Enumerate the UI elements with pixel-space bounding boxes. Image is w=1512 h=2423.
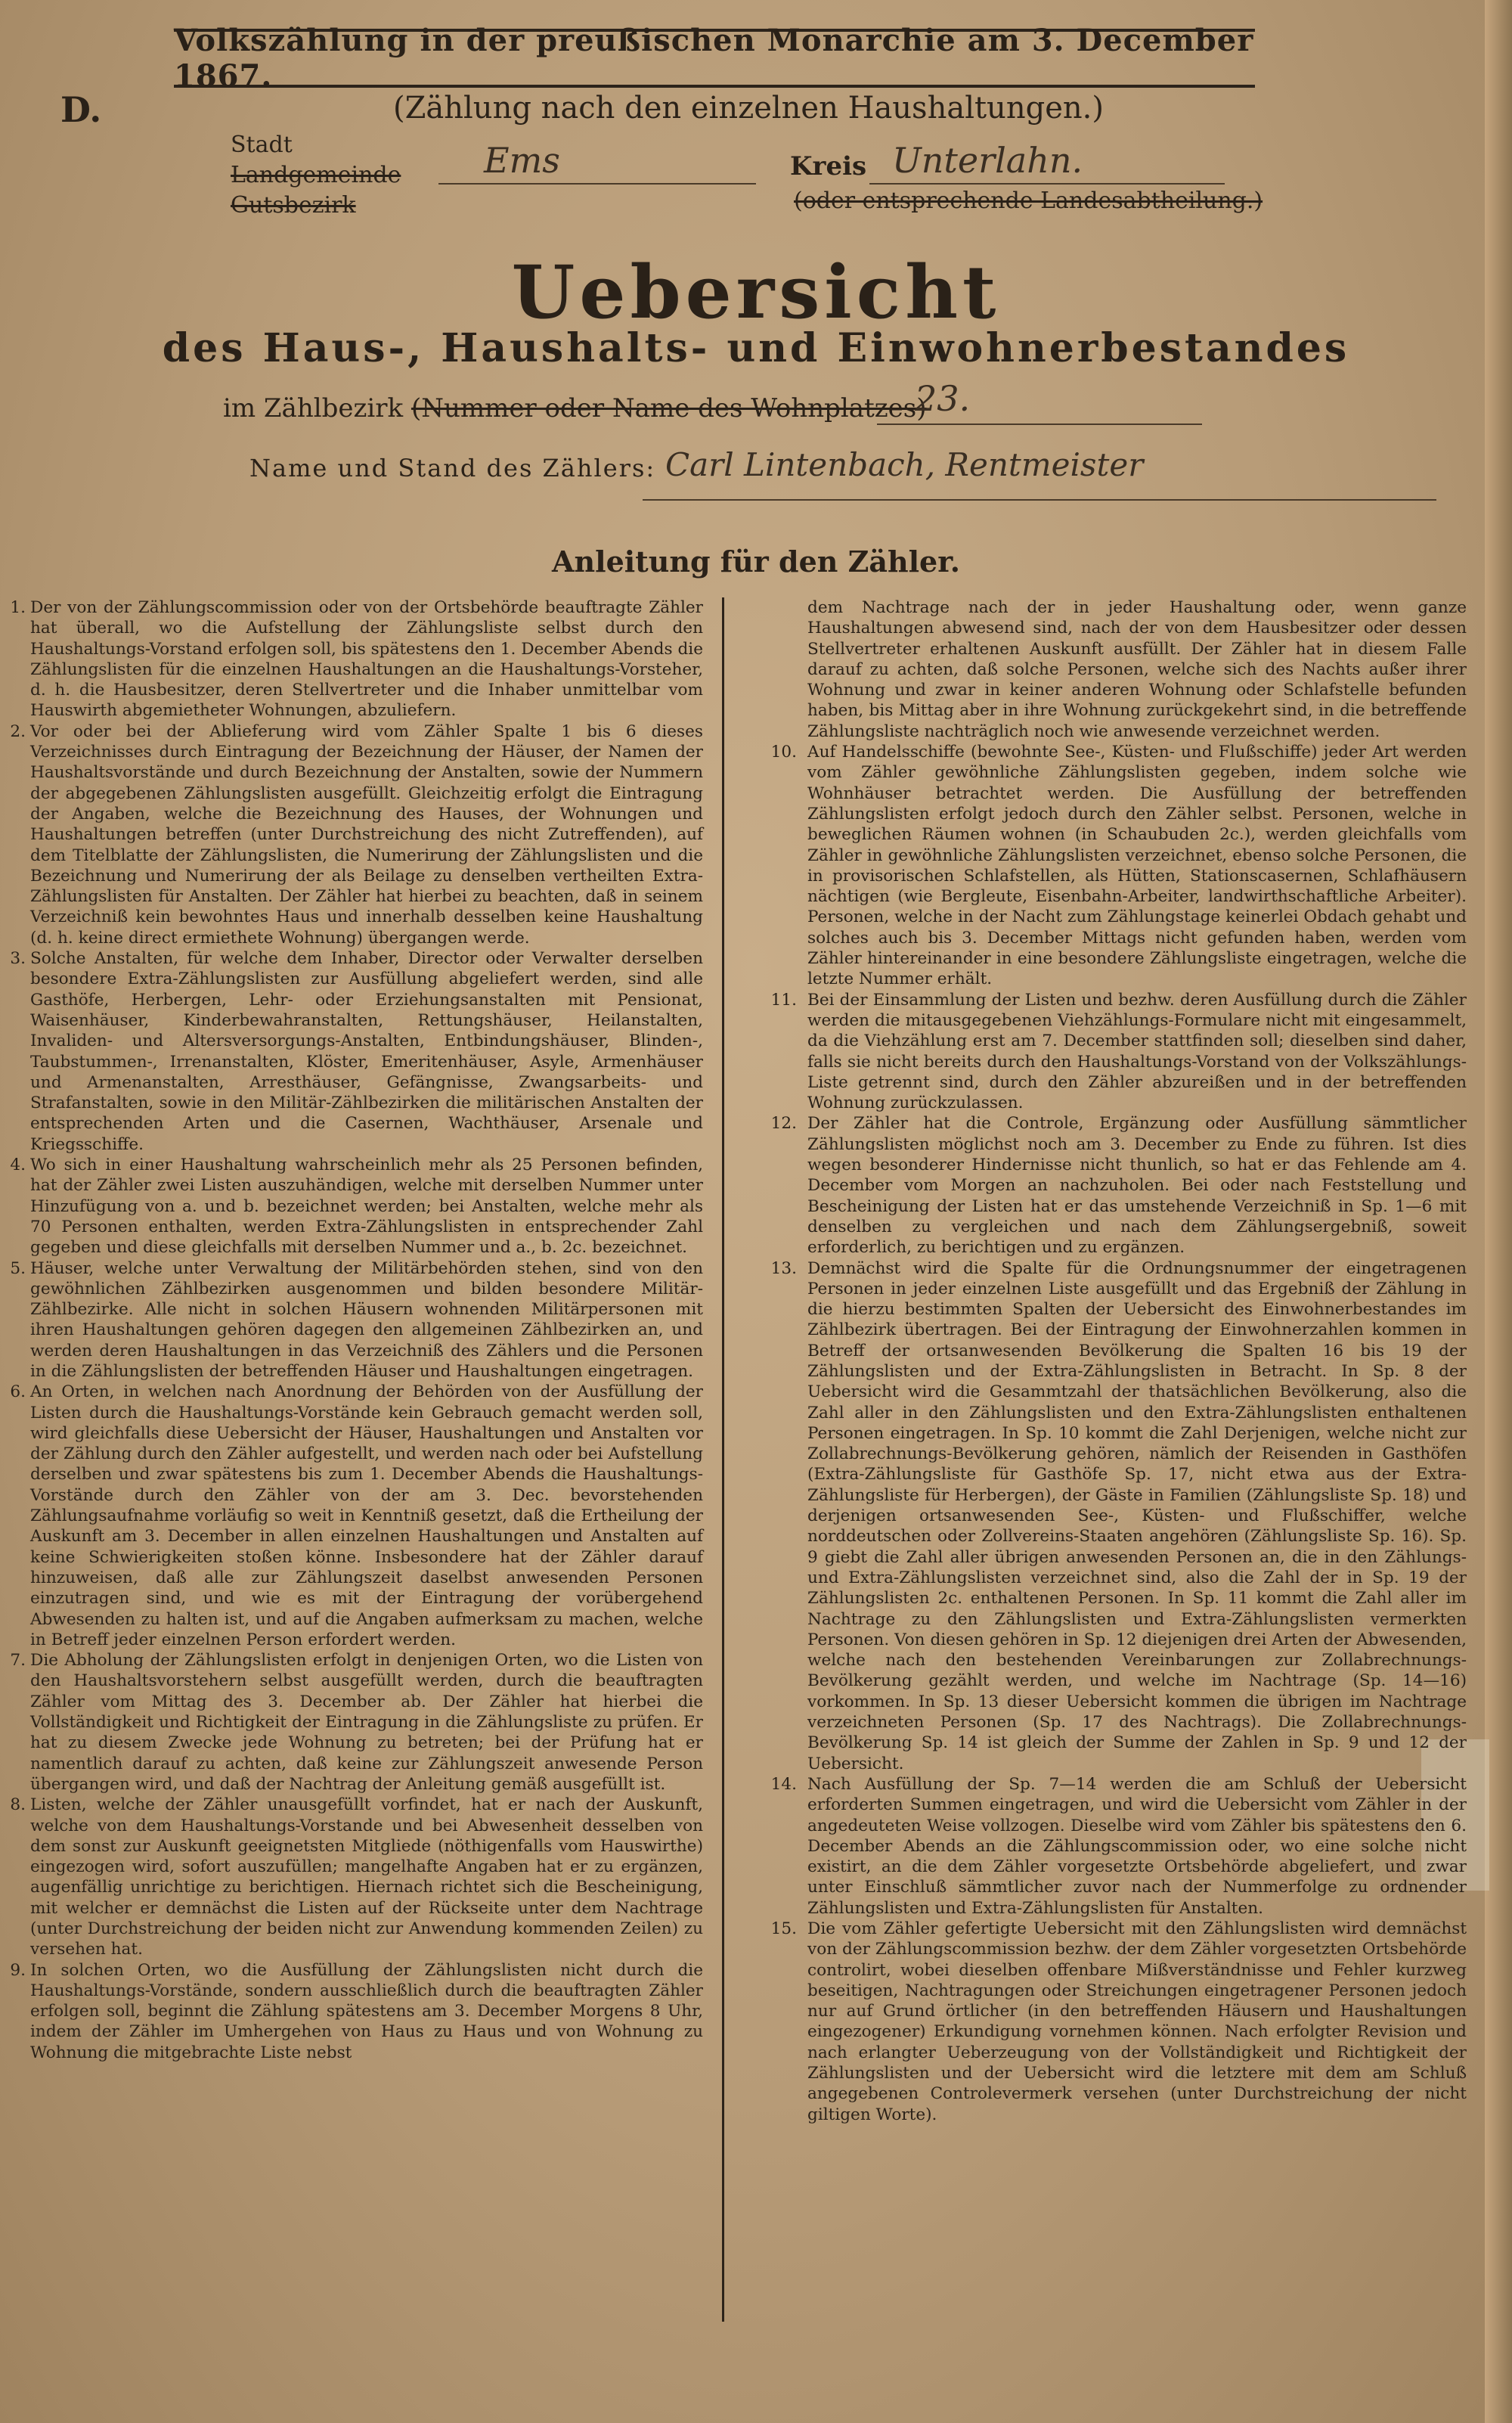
instruction-text: Häuser, welche unter Verwaltung der Militärbehörden stehen, sind von den gewöhnlichen Zählbezirken ausgenommen und bilden besondere Militär-Zählbezirke. Alle nicht in solchen Häusern wohnenden Militärpersonen mit ihren Haushaltungen gehören dagegen den allgemeinen Zählbezirken an, und werden deren Haushaltungen in das Verzeichniß des Zählers und die Personen in die Zählungslisten der betreffenden Häuser und Haushaltungen eingetragen. <box>30 1258 703 1381</box>
instruction-continuation <box>764 597 1467 742</box>
kreis-label: Kreis <box>790 151 867 181</box>
instruction-text: Der von der Zählungscommission oder von der Ortsbehörde beauftragte Zähler hat überall, wo die Aufstellung der Zählungsliste selbst durch den Haushaltungs-Vorstand erfolgen soll, bis spätestens den 1. December Abends die Zählungslisten für die einzelnen Haushaltungen an die Haushaltungs-Vorsteher, d. h. die Hausbesitzer, deren Stellvertreter und die Inhaber unmittelbar vom Hauswirth abgemietheter Wohnungen, abzuliefern. <box>30 598 703 721</box>
column-divider <box>722 597 724 2322</box>
instruction-text: Auf Handelsschiffe (bewohnte See-, Küsten- und Flußschiffe) jeder Art werden vom Zähler gewöhnliche Zählungslisten gegeben, indem solche wie Wohnhäuser betrachtet werden. Die Ausfüllung der betreffenden Zählungslisten erfolgt jedoch durch den Zähler selbst. Personen, welche in beweglichen Räumen wohnen (in Schaubuden 2c.), werden gleichfalls vom Zähler in gewöhnliche Zählungslisten verzeichnet, ebenso solche Personen, die in provisorischen Schlafstellen, als Hütten, Stationscasernen, Schlafhäusern nächtigen (wie Bergleute, Eisenbahn-Arbeiter, landwirthschaftliche Arbeiter). Personen, welche in der Nacht zum Zählungstage keinerlei Obdach gehabt und solches auch bis 3. December Mittags nicht gefunden haben, werden vom Zähler hintereinander in eine besondere Zählungsliste eingetragen, welche die letzte Nummer erhält. <box>807 743 1467 989</box>
instructions-left-column <box>8 597 703 2063</box>
instruction-number: 11. <box>770 990 797 1010</box>
form-header-title: Volkszählung in der preußischen Monarchie am 3. December 1867. <box>174 23 1254 94</box>
instruction-item <box>8 948 703 1155</box>
instruction-item <box>8 1960 703 2063</box>
municipality-type-labels <box>231 130 401 221</box>
instruction-number: 3. <box>10 949 26 969</box>
instruction-text: Nach Ausfüllung der Sp. 7—14 werden die am Schluß der Uebersicht erforderten Summen eingetragen, und wird die Uebersicht vom Zähler in der angedeuteten Weise vollzogen. Dieselbe wird vom Zähler bis spätestens den 6. December Abends an die Zählungscommission oder, wo eine solche nicht existirt, an die dem Zähler vorgesetzte Ortsbehörde abgeliefert, und zwar unter Einschluß sämmtlicher zuvor nach der Nummerfolge zu ordnender Zählungslisten und Extra-Zählungslisten für Anstalten. <box>807 1774 1467 1918</box>
instruction-text: Solche Anstalten, für welche dem Inhaber, Director oder Verwalter derselben besondere Extra-Zählungslisten zur Ausfüllung abgeliefert werden, sind alle Gasthöfe, Herbergen, Lehr- oder Erziehungsanstalten mit Pensionat, Waisenhäuser, Kinderbewahranstalten, Rettungshäuser, Heilanstalten, Invaliden- und Altersversorgungs-Anstalten, Entbindungshäuser, Blinden-, Taubstummen-, Irrenanstalten, Klöster, Emeritenhäuser, Asyle, Armenhäuser und Armenanstalten, Arresthäuser, Gefängnisse, Zwangsarbeits- und Strafanstalten, sowie in den Militär-Zählbezirken die militärischen Anstalten der entsprechenden Arten und die Casernen, Wachthäuser, Arsenale und Kriegsschiffe. <box>30 949 703 1154</box>
instruction-item <box>8 1650 703 1795</box>
instruction-text: Bei der Einsammlung der Listen und bezhw. deren Ausfüllung durch die Zähler werden die mitausgegebenen Viehzählungs-Formulare nicht mit eingesammelt, da die Viehzählung erst am 7. December stattfinden soll; dieselben sind daher, falls sie nicht bereits durch den Haushaltungs-Vorstand von der Volkszählungs-Liste getrennt sind, durch den Zähler abzureißen und in der betreffenden Wohnung zurückzulassen. <box>807 990 1467 1113</box>
instruction-number: 6. <box>10 1382 26 1402</box>
instruction-text: An Orten, in welchen nach Anordnung der Behörden von der Ausfüllung der Listen durch die Haushaltungs-Vorstände kein Gebrauch gemacht werden soll, wird gleichfalls diese Uebersicht der Häuser, Haushaltungen und Anstalten vor der Zählung durch den Zähler aufgestellt, und werden nach oder bei Aufstellung derselben und zwar spätestens bis zum 1. December Abends die Haushaltungs-Vorstände durch den Zähler von der am 3. Dec. bevorstehenden Zählungsaufnahme vorläufig so weit in Kenntniß gesetzt, daß die Ertheilung der Auskunft am 3. December in allen einzelnen Haushaltungen und Anstalten auf keine Schwierigkeiten stoßen könne. Insbesondere hat der Zähler darauf hinzuweisen, daß alle zur Zählungszeit daselbst anwesenden Personen einzutragen sind, und wie es mit der Eintragung der vorübergehend Abwesenden zu halten ist, und auf die Angaben aufmerksam zu machen, welche in Betreff jeder einzelnen Person erfordert werden. <box>30 1382 703 1649</box>
instruction-number: 5. <box>10 1258 26 1278</box>
instruction-item <box>8 1795 703 1959</box>
instruction-number: 9. <box>10 1960 26 1980</box>
instruction-item <box>764 742 1467 990</box>
district-struck-note: (Nummer oder Name des Wohnplatzes) <box>411 393 927 423</box>
instruction-text: Wo sich in einer Haushaltung wahrscheinlich mehr als 25 Personen befinden, hat der Zähler zwei Listen auszuhändigen, welche mit derselben Nummer unter Hinzufügung von a. und b. bezeichnet werden; bei Anstalten, welche mehr als 70 Personen enthalten, werden Extra-Zählungslisten in entsprechender Zahl gegeben und diese gleichfalls mit derselben Nummer und a., b. 2c. bezeichnet. <box>30 1156 703 1258</box>
place-fill-line <box>438 183 756 185</box>
instruction-number: 15. <box>770 1919 797 1938</box>
instruction-text: Die Abholung der Zählungslisten erfolgt in denjenigen Orten, wo die Listen von den Haushaltsvorstehern selbst ausgefüllt werden, durch die beauftragten Zähler vom Mittag des 3. December ab. Der Zähler hat hierbei die Vollständigkeit und Richtigkeit der Eintragung in die Zählungsliste zu prüfen. Er hat zu diesem Zwecke jede Wohnung zu betreten; bei der Prüfung hat er namentlich darauf zu achten, daß keine zur Zählungszeit anwesende Person übergangen wird, und daß der Nachtrag der Anleitung gemäß ausgefüllt ist. <box>30 1651 703 1794</box>
instruction-number: 1. <box>10 598 26 617</box>
kreis-note: (oder entsprechende Landesabtheilung.) <box>794 188 1263 214</box>
instruction-item <box>764 1113 1467 1258</box>
instruction-text: In solchen Orten, wo die Ausfüllung der Zählungslisten nicht durch die Haushaltungs-Vorstände, sondern ausschließlich durch die beauftragten Zähler erfolgen soll, beginnt die Zählung spätestens am 3. December Morgens 8 Uhr, indem der Zähler im Umhergehen von Haus zu Haus und von Wohnung zu Wohnung die mitgebrachte Liste nebst <box>30 1960 703 2062</box>
instruction-text: Die vom Zähler gefertigte Uebersicht mit den Zählungslisten wird demnächst von der Zählungscommission bezhw. der dem Zähler vorgesetzten Ortsbehörde controlirt, wobei dieselben offenbare Mißverständnisse und Fehler kurzweg beseitigen, Nachtragungen oder Streichungen eingetragener Personen jedoch nur auf Grund örtlicher (in den betreffenden Häusern und Haushaltungen eingezogener) Erkundigung vornehmen können. Nach erfolgter Revision und nach erlangter Ueberzeugung von der Vollständigkeit und Richtigkeit der Zählungslisten und der Uebersicht wird die letztere mit dem am Schluß angegebenen Controlevermerk versehen (unter Durchstreichung der nicht giltigen Worte). <box>807 1919 1467 2124</box>
instruction-item <box>764 990 1467 1114</box>
district-line <box>223 393 926 423</box>
instructions-heading: Anleitung für den Zähler. <box>552 544 960 579</box>
instruction-item <box>8 1155 703 1258</box>
handwritten-counter-name: Carl Lintenbach, Rentmeister <box>665 446 1144 483</box>
main-title: Uebersicht <box>511 250 1001 335</box>
instruction-number: 7. <box>10 1651 26 1671</box>
instruction-text: dem Nachtrage nach der in jeder Haushaltung oder, wenn ganze Haushaltungen abwesend sind, nach der von dem Hausbesitzer oder dessen Stellvertreter erhaltenen Auskunft ausfüllt. Der Zähler hat in diesem Falle darauf zu achten, daß solche Personen, welche sich des Nachts außer ihrer Wohnung und zwar in keiner anderen Wohnung oder Schlafstelle befunden haben, bis Mittag aber in ihre Wohnung zurückgekehrt sind, in die betreffende Zählungsliste nachträglich noch wie anwesende verzeichnet werden. <box>807 598 1467 741</box>
instruction-number: 4. <box>10 1156 26 1175</box>
instruction-number: 10. <box>770 743 797 762</box>
instruction-number: 2. <box>10 721 26 741</box>
instruction-number: 8. <box>10 1795 26 1815</box>
instruction-item <box>764 1774 1467 1919</box>
instruction-number: 12. <box>770 1114 797 1134</box>
instruction-number-blank <box>764 597 807 742</box>
instruction-text: Der Zähler hat die Controle, Ergänzung oder Ausfüllung sämmtlicher Zählungslisten möglichst noch am 3. December zu Ende zu führen. Ist dies wegen besonderer Hindernisse nicht thunlich, so hat er das Fehlende am 4. December vom Morgen an nachzuholen. Bei oder nach Feststellung und Bescheinigung der Listen hat er das umstehende Verzeichniß in Sp. 1—6 mit denselben zu vergleichen und nach dem Zählungsergebniß, soweit erforderlich, zu berichtigen und zu ergänzen. <box>807 1114 1467 1258</box>
label-gutsbezirk: Gutsbezirk <box>231 192 356 219</box>
instruction-text: Vor oder bei der Ablieferung wird vom Zähler Spalte 1 bis 6 dieses Verzeichnisses durch Eintragung der Bezeichnung der Häuser, der Namen der Haushaltsvorstände und durch Bezeichnung der Anstalten, sowie der Nummern der abgegebenen Zählungslisten ausgefüllt. Gleichzeitig erfolgt die Eintragung der Angaben, welche die Bezeichnung des Hauses, der Wohnungen und Haushaltungen betreffen (unter Durchstreichung des nicht Zutreffenden), auf dem Titelblatte der Zählungslisten, die Numerirung der Zählungslisten und die Bezeichnung und Numerirung der als Beilage zu denselben vertheilten Extra-Zählungslisten für Anstalten. Der Zähler hat hierbei zu beachten, daß in seinem Verzeichniß kein bewohntes Haus und innerhalb desselben keine Haushaltung (d. h. keine direct ermiethete Wohnung) übergangen werde. <box>30 721 703 948</box>
label-landgemeinde: Landgemeinde <box>231 162 401 188</box>
kreis-fill-line <box>869 183 1225 185</box>
instruction-text: Listen, welche der Zähler unausgefüllt vorfindet, hat er nach der Auskunft, welche von dem Haushaltungs-Vorstande und bei Abwesenheit desselben von dem sonst zur Auskunft geeignetsten Mitgliede (nöthigenfalls vom Hauswirthe) eingezogen wird, sofort auszufüllen; mangelhafte Angaben hat er zu ergänzen, augenfällig unrichtige zu berichtigen. Hiernach richtet sich die Bescheinigung, mit welcher er demnächst die Listen auf der Rückseite unter dem Nachtrage (unter Durchstreichung der beiden nicht zur Anwendung kommenden Zeilen) zu versehen hat. <box>30 1795 703 1959</box>
instructions-right-column <box>764 597 1467 2125</box>
label-stadt: Stadt <box>231 132 293 158</box>
handwritten-district-number: 23. <box>915 378 971 419</box>
instruction-number: 13. <box>770 1258 797 1278</box>
instruction-item <box>8 721 703 948</box>
handwritten-kreis: Unterlahn. <box>892 140 1083 181</box>
handwritten-place: Ems <box>484 140 560 181</box>
main-subtitle: des Haus-, Haushalts- und Einwohnerbestandes <box>162 325 1350 371</box>
instruction-item <box>8 597 703 721</box>
instruction-text: Demnächst wird die Spalte für die Ordnungsnummer der eingetragenen Personen in jeder einzelnen Liste ausgefüllt und das Ergebniß der Zählung in die hierzu bestimmten Spalten der Uebersicht des Einwohnerbestandes im Zählbezirk übertragen. Bei der Eintragung der Einwohnerzahlen kommen in Betreff der ortsanwesenden Bevölkerung die Spalten 16 bis 19 der Zählungslisten und der Extra-Zählungslisten in Betracht. In Sp. 8 der Uebersicht wird die Gesammtzahl der thatsächlichen Bevölkerung, also die Zahl aller in den Zählungslisten und den Extra-Zählungslisten enthaltenen Personen eingetragen. In Sp. 10 kommt die Zahl Derjenigen, welche nicht zur Zollabrechnungs-Bevölkerung gehören, nämlich der Reisenden in Gasthöfen (Extra-Zählungsliste für Gasthöfe Sp. 17, nicht etwa aus der Extra-Zählungsliste für Herbergen), der Gäste in Familien (Zählungsliste Sp. 18) und derjenigen ortsanwesenden See-, Küsten- und Flußschiffer, welche norddeutschen oder Zollvereins-Staaten angehören (Zählungsliste Sp. 16). Sp. 9 giebt die Zahl aller übrigen anwesenden Personen an, die in den Zählungs- und Extra-Zählungslisten verzeichnet sind, also die Zahl der in Sp. 19 der Zählungslisten 2c. enthaltenen Personen. In Sp. 11 kommt die Zahl aller im Nachtrage zu den Zählungslisten und Extra-Zählungslisten vermerkten Personen. Von diesen gehören in Sp. 12 diejenigen drei Arten der Abwesenden, welche nach den bestehenden Vereinbarungen zur Zollabrechnungs-Bevölkerung gezählt werden, und welche im Nachtrage (Sp. 14—16) vorkommen. In Sp. 13 dieser Uebersicht kommen die übrigen im Nachtrage verzeichneten Personen (Sp. 17 des Nachtrags). Die Zollabrechnungs-Bevölkerung Sp. 14 ist gleich der Summe der Zahlen in Sp. 9 und 12 der Uebersicht. <box>807 1258 1467 1773</box>
district-fill-line <box>877 423 1202 425</box>
form-letter: D. <box>60 89 102 130</box>
district-label: im Zählbezirk <box>223 393 404 423</box>
counter-label: Name und Stand des Zählers: <box>249 454 656 482</box>
counter-fill-line <box>643 499 1436 501</box>
form-subtitle: (Zählung nach den einzelnen Haushaltungen.) <box>393 91 1104 126</box>
instruction-item <box>8 1258 703 1382</box>
instruction-item <box>764 1258 1467 1774</box>
instruction-number: 14. <box>770 1774 797 1794</box>
instruction-item <box>764 1919 1467 2125</box>
instruction-item <box>8 1382 703 1650</box>
